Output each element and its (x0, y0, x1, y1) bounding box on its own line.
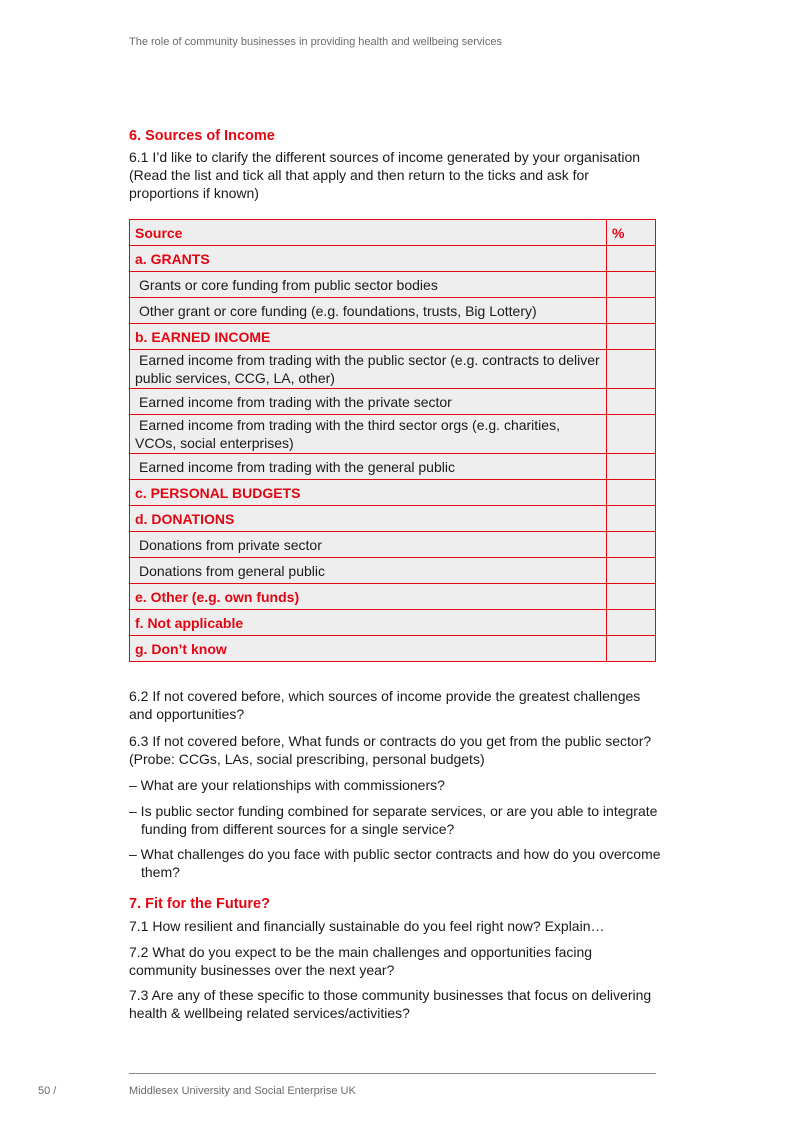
percent-cell[interactable] (607, 584, 656, 610)
percent-cell[interactable] (607, 558, 656, 584)
category-dont-know: g. Don’t know (130, 636, 607, 662)
category-not-applicable: f. Not applicable (130, 610, 607, 636)
section-7-title: 7. Fit for the Future? (129, 896, 270, 912)
table-row (130, 246, 656, 272)
category-donations: d. DONATIONS (130, 506, 607, 532)
table-row (130, 324, 656, 350)
table-row (130, 558, 656, 584)
table-row (130, 610, 656, 636)
table-row (130, 298, 656, 324)
category-earned-income: b. EARNED INCOME (130, 324, 607, 350)
percent-cell[interactable] (607, 480, 656, 506)
probe-item: – What are your relationships with commissioners? (129, 777, 445, 793)
item-label: Donations from private sector (130, 532, 607, 558)
table-row (130, 532, 656, 558)
table-row (130, 506, 656, 532)
section-6-title: 6. Sources of Income (129, 128, 275, 144)
table-row (130, 454, 656, 480)
page-number: 50 / (38, 1085, 57, 1097)
table-row (130, 415, 656, 454)
item-label: Donations from general public (130, 558, 607, 584)
percent-cell[interactable] (607, 415, 656, 454)
item-label: Earned income from trading with the public sector (e.g. contracts to deliver public services, CCG, LA, other) (130, 350, 607, 389)
category-personal-budgets: c. PERSONAL BUDGETS (130, 480, 607, 506)
income-sources-table (129, 219, 656, 662)
table-row (130, 584, 656, 610)
header-percent: % (607, 220, 656, 246)
question-7-2: 7.2 What do you expect to be the main challenges and opportunities facing community businesses over the next year? (129, 944, 593, 978)
table-row (130, 480, 656, 506)
footer-divider (129, 1073, 656, 1074)
probe-item: – What challenges do you face with public sector contracts and how do you overcome them? (129, 846, 661, 880)
percent-cell[interactable] (607, 610, 656, 636)
percent-cell[interactable] (607, 350, 656, 389)
table-row (130, 272, 656, 298)
category-grants: a. GRANTS (130, 246, 607, 272)
percent-cell[interactable] (607, 272, 656, 298)
question-7-3: 7.3 Are any of these specific to those community businesses that focus on delivering health & wellbeing related services/activities? (129, 987, 652, 1021)
percent-cell[interactable] (607, 506, 656, 532)
table-row (130, 389, 656, 415)
percent-cell[interactable] (607, 389, 656, 415)
percent-cell[interactable] (607, 454, 656, 480)
table-header-row (130, 220, 656, 246)
percent-cell[interactable] (607, 532, 656, 558)
table-row (130, 636, 656, 662)
percent-cell[interactable] (607, 636, 656, 662)
item-label: Earned income from trading with the private sector (130, 389, 607, 415)
percent-cell[interactable] (607, 298, 656, 324)
header-source: Source (130, 220, 607, 246)
item-label: Grants or core funding from public sector bodies (130, 272, 607, 298)
running-head: The role of community businesses in providing health and wellbeing services (129, 36, 502, 48)
table-row (130, 350, 656, 389)
item-label: Earned income from trading with the third sector orgs (e.g. charities, VCOs, social enterprises) (130, 415, 607, 454)
question-7-1: 7.1 How resilient and financially sustainable do you feel right now? Explain… (129, 918, 605, 934)
probe-item: – Is public sector funding combined for separate services, or are you able to integrate funding from different sources for a single service? (129, 803, 658, 837)
question-6-2: 6.2 If not covered before, which sources of income provide the greatest challenges and opportunities? (129, 688, 641, 722)
category-other: e. Other (e.g. own funds) (130, 584, 607, 610)
question-6-3: 6.3 If not covered before, What funds or contracts do you get from the public sector? (Probe: CCGs, LAs, social prescribing, personal budgets) (129, 733, 652, 767)
item-label: Earned income from trading with the general public (130, 454, 607, 480)
footer-publisher: Middlesex University and Social Enterprise UK (129, 1085, 356, 1097)
percent-cell[interactable] (607, 324, 656, 350)
question-6-1: 6.1 I’d like to clarify the different sources of income generated by your organisation (Read the list and tick all that apply and then return to the ticks and ask for proportions if known) (129, 149, 641, 201)
percent-cell[interactable] (607, 246, 656, 272)
item-label: Other grant or core funding (e.g. foundations, trusts, Big Lottery) (130, 298, 607, 324)
